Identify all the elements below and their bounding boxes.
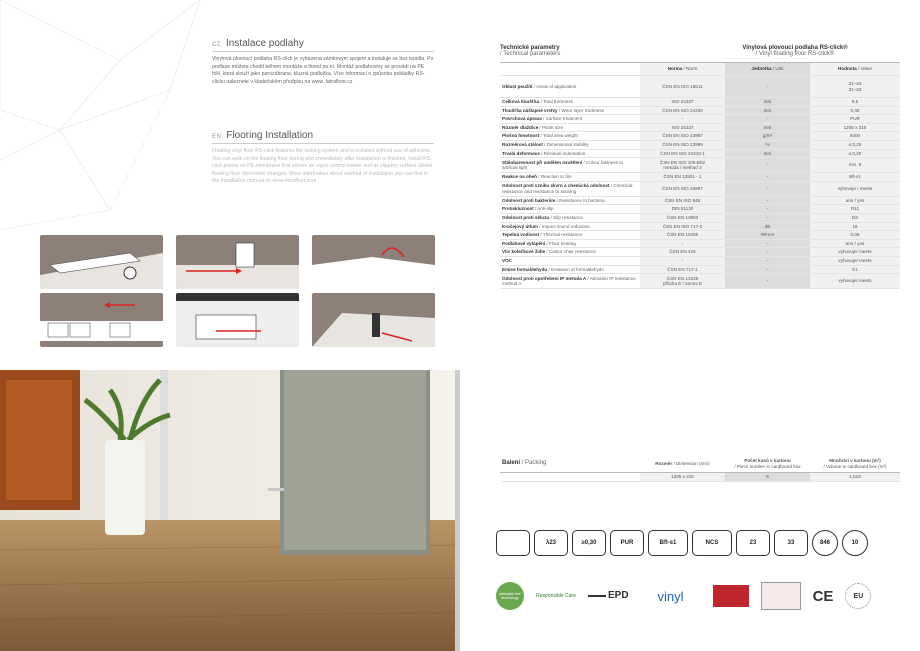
unit-cell: mm [725,149,810,158]
param-cell: Kročejový útlum / Impact sound reduction [500,222,640,231]
table-row [500,140,900,149]
install-step-2-illustration [176,235,299,289]
cz-text: Vinylová plovoucí podlaha RS-click je vybavena zámkovým spojem a instaluje se bez lepidla. Po podlaze můžete chodit během montáže a ihned po ní. Montáž podlahoviny se provádí na PE fólii, která slouží jako parozábrana, kluzná podložka. Více informací o způsobu pokládky RS-clicku naleznete v kladečském předpisu na www. fatrafloor.cz [212,56,434,85]
en-title: Flooring Installation [226,130,314,141]
param-cell: VOC [500,256,640,265]
cz-code: CZ [212,42,221,48]
table-row [500,265,900,274]
room-interior-photo [0,370,460,651]
value-cell: Bfl-s1 [810,173,900,182]
unit-cell: - [725,274,810,289]
norm-cell: ČSN EN ISO 23999 [640,140,725,149]
table-row [500,213,900,222]
packing-volume: 1,518 [810,473,900,482]
table-row [500,158,900,173]
table-row [500,196,900,205]
property-icons-row [496,530,872,556]
unit-cell: mm [725,123,810,132]
param-cell: Povrchová úprava / Surface treatment [500,115,640,124]
col-header-param [500,63,640,76]
param-cell: Odolnost proti bakteriím / Resistance to bacteria [500,196,640,205]
table-row [500,76,900,98]
value-cell: ≤ 0,25 [810,140,900,149]
unit-cell: dB [725,222,810,231]
value-cell: R11 [810,205,900,214]
certification-logos-row [496,582,883,610]
value-cell: 9300 [810,132,900,141]
use-class-domestic-icon: 23 [736,530,770,556]
slip-resistance-icon: ≥0,30 [572,530,606,556]
table-row [500,181,900,196]
install-step-1-illustration [40,235,163,289]
packing-dimension: 1205 x 210 [640,473,725,482]
use-class-commercial-icon: 33 [774,530,808,556]
unit-cell: - [725,173,810,182]
value-cell: PUR [810,115,900,124]
tech-header [500,45,900,63]
norm-cell: ISO 24337 [640,123,725,132]
norm-cell: - [640,115,725,124]
param-cell: Rozměr dlaždice / Plank size [500,123,640,132]
table-row [500,132,900,141]
value-cell: 1205 x 210 [810,123,900,132]
en-section [212,130,434,186]
unit-cell: - [725,248,810,257]
table-row [500,231,900,240]
unit-cell: - [725,158,810,173]
param-cell: Trvalá deformace / Residual indentation [500,149,640,158]
norm-cell: - [640,256,725,265]
ce-mark-logo: CE [812,587,834,605]
norm-cell: ISO 24337 [640,98,725,107]
table-row [500,248,900,257]
value-cell: ≤ 0,20 [810,149,900,158]
packing-col-pieces: Počet kusů v kartonu / Piece number in cardboard box [725,455,810,473]
table-row [500,115,900,124]
norm-cell: ČSN EN 425 [640,248,725,257]
value-cell: ano / yes [810,239,900,248]
packing-section [500,455,900,482]
param-cell: Tloušťka nášlapné vrstvy / Wear layer thickness [500,106,640,115]
en-text: Floating vinyl floor RS-click features the locking system and is installed without use of adhesive. You can walk on the floating floor during and immediately after installation is finished. Install RS-click planks on PE membrane that serves as vapor control barrier and its slippery surface allows floating floor dimension changes. More information about method of installation you can find in the Installation manual on www.fatrafloor.com [212,148,433,184]
param-cell: Celková tloušťka / Total thickness [500,98,640,107]
tech-title-cz: Technické parametry [500,45,560,51]
tech-params-table [500,63,900,289]
product-title-cz: Vinylová plovoucí podlaha RS-click® [742,45,848,51]
norm-cell: ČSN EN ISO 23997 [640,132,725,141]
param-cell: Protiskluznost / Anti-slip [500,205,640,214]
unit-cell: - [725,76,810,98]
param-cell: Oblast použití / Areas of application [500,76,640,98]
install-step-3-illustration [312,235,435,289]
norm-cell: - [640,239,725,248]
tech-params-section [500,45,900,289]
value-cell: min. 6 [810,158,900,173]
unit-cell: g/m² [725,132,810,141]
table-row [500,123,900,132]
norm-cell: ČSN EN 13501 - 1 [640,173,725,182]
certification-logo [713,585,749,607]
norm-cell: ČSN EN ISO 26987 [640,181,725,196]
epd-logo: EPD [588,595,629,597]
table-row [500,222,900,231]
packing-pieces: 6 [725,473,810,482]
value-cell: 21–23 31–33 [810,76,900,98]
cz-title: Instalace podlahy [226,38,304,49]
vinylplus-logo: vinyl [657,588,684,604]
param-cell: Odolnost proti skluzu / Slip resistance [500,213,640,222]
unit-cell: - [725,115,810,124]
table-row [500,149,900,158]
norm-cell: ČSN EN ISO 105-B02 metoda / method 3 [640,158,725,173]
norm-cell: ČSN EN ISO 717-2 [640,222,725,231]
col-header-unit: Jednotka / Unit [725,63,810,76]
param-cell: Odolnost proti vzniku skvrn a chemická odolnost / Chemical resistance and resistance to staining [500,181,640,196]
norm-cell: ČSN EN ISO 24343-1 [640,149,725,158]
made-in-eu-logo: EU [845,583,871,609]
col-header-value: Hodnota / Value [810,63,900,76]
unit-cell: - [725,205,810,214]
param-cell: Vliv kolečkové židle / Castor chair resistance [500,248,640,257]
value-cell: 0,40 [810,106,900,115]
param-cell: Emise formaldehydu / Emission of formaldehyde [500,265,640,274]
unit-cell: % [725,140,810,149]
warranty-10-years-icon: 10 [842,530,868,556]
unit-cell: mm [725,98,810,107]
castor-chair-icon [496,530,530,556]
value-cell: E1 [810,265,900,274]
iso-certificate-logo [761,582,801,610]
bacteria-iso846-icon: 846 [812,530,838,556]
norm-cell: ČSN EN 13329 příloha E / annex E [640,274,725,289]
cz-section [212,38,434,86]
thermal-lambda-icon: λ23 [534,530,568,556]
install-step-4-illustration [40,293,163,347]
unit-cell: - [725,196,810,205]
unit-cell: - [725,181,810,196]
norm-cell: ČSN EN ISO 846 [640,196,725,205]
table-row [500,274,900,289]
phthalate-free-logo: phthalate-free technology [496,582,524,610]
value-cell: vyhovuje/ meets [810,248,900,257]
col-header-norm: Norma / Norm [640,63,725,76]
table-row [500,173,900,182]
value-cell: vyhovuje/ meets [810,274,900,289]
packing-col-volume: Množství v kartonu (m²) / Volume in cardboard box (m²) [810,455,900,473]
value-cell: vyhovuje/ meets [810,256,900,265]
en-code: EN [212,134,222,140]
packing-col-dimension: Rozměr / Dimension (mm) [640,455,725,473]
norm-cell: ČSN EN ISO 24340 [640,106,725,115]
unit-cell: - [725,239,810,248]
param-cell: Odolnost proti opotřebení IP metoda A / Abrasion IP resistance method A [500,274,640,289]
table-row [500,106,900,115]
value-cell: DS [810,213,900,222]
param-cell: Stálobarevnost při umělém osvětlení / Colour fastness to artificial light [500,158,640,173]
product-title-en: / Vinyl floating floor RS-click® [755,51,835,57]
table-row [500,256,900,265]
norm-cell: ČSN EN 717-1 [640,265,725,274]
param-cell: Plošná hmotnost / Total area weight [500,132,640,141]
unit-cell: - [725,256,810,265]
responsible-care-logo: Responsible Care [536,593,576,599]
unit-cell: W/m.K [725,231,810,240]
value-cell: 9,5 [810,98,900,107]
value-cell: ano / yes [810,196,900,205]
param-cell: Rozměrová stálost / Dimensional stability [500,140,640,149]
unit-cell: - [725,213,810,222]
param-cell: Reakce na oheň / Reaction to fire [500,173,640,182]
norm-cell: DIN 51130 [640,205,725,214]
packing-label: Balení / Packing [500,455,640,473]
table-row [500,98,900,107]
unit-cell: - [725,265,810,274]
install-step-6-illustration [312,293,435,347]
param-cell: Podlahové vytápění / Floor heating [500,239,640,248]
unit-cell: mm [725,106,810,115]
table-row [500,239,900,248]
value-cell: vyhovuje / meets [810,181,900,196]
packing-table [500,455,900,482]
norm-cell: ČSN EN 13893 [640,213,725,222]
value-cell: 0,05 [810,231,900,240]
value-cell: 16 [810,222,900,231]
table-row [500,205,900,214]
pur-icon: PUR [610,530,644,556]
norm-cell: ČSN EN ISO 16511 [640,76,725,98]
norm-cell: ČSN EN 10456 [640,231,725,240]
right-page [460,0,920,651]
param-cell: Tepelná vodivost / Thermal resistance [500,231,640,240]
ncs-icon: NCS [692,530,732,556]
install-step-5-illustration [176,293,299,347]
fire-class-icon: Bfl-s1 [648,530,688,556]
tech-title-en: / Technical parameters [500,51,561,57]
